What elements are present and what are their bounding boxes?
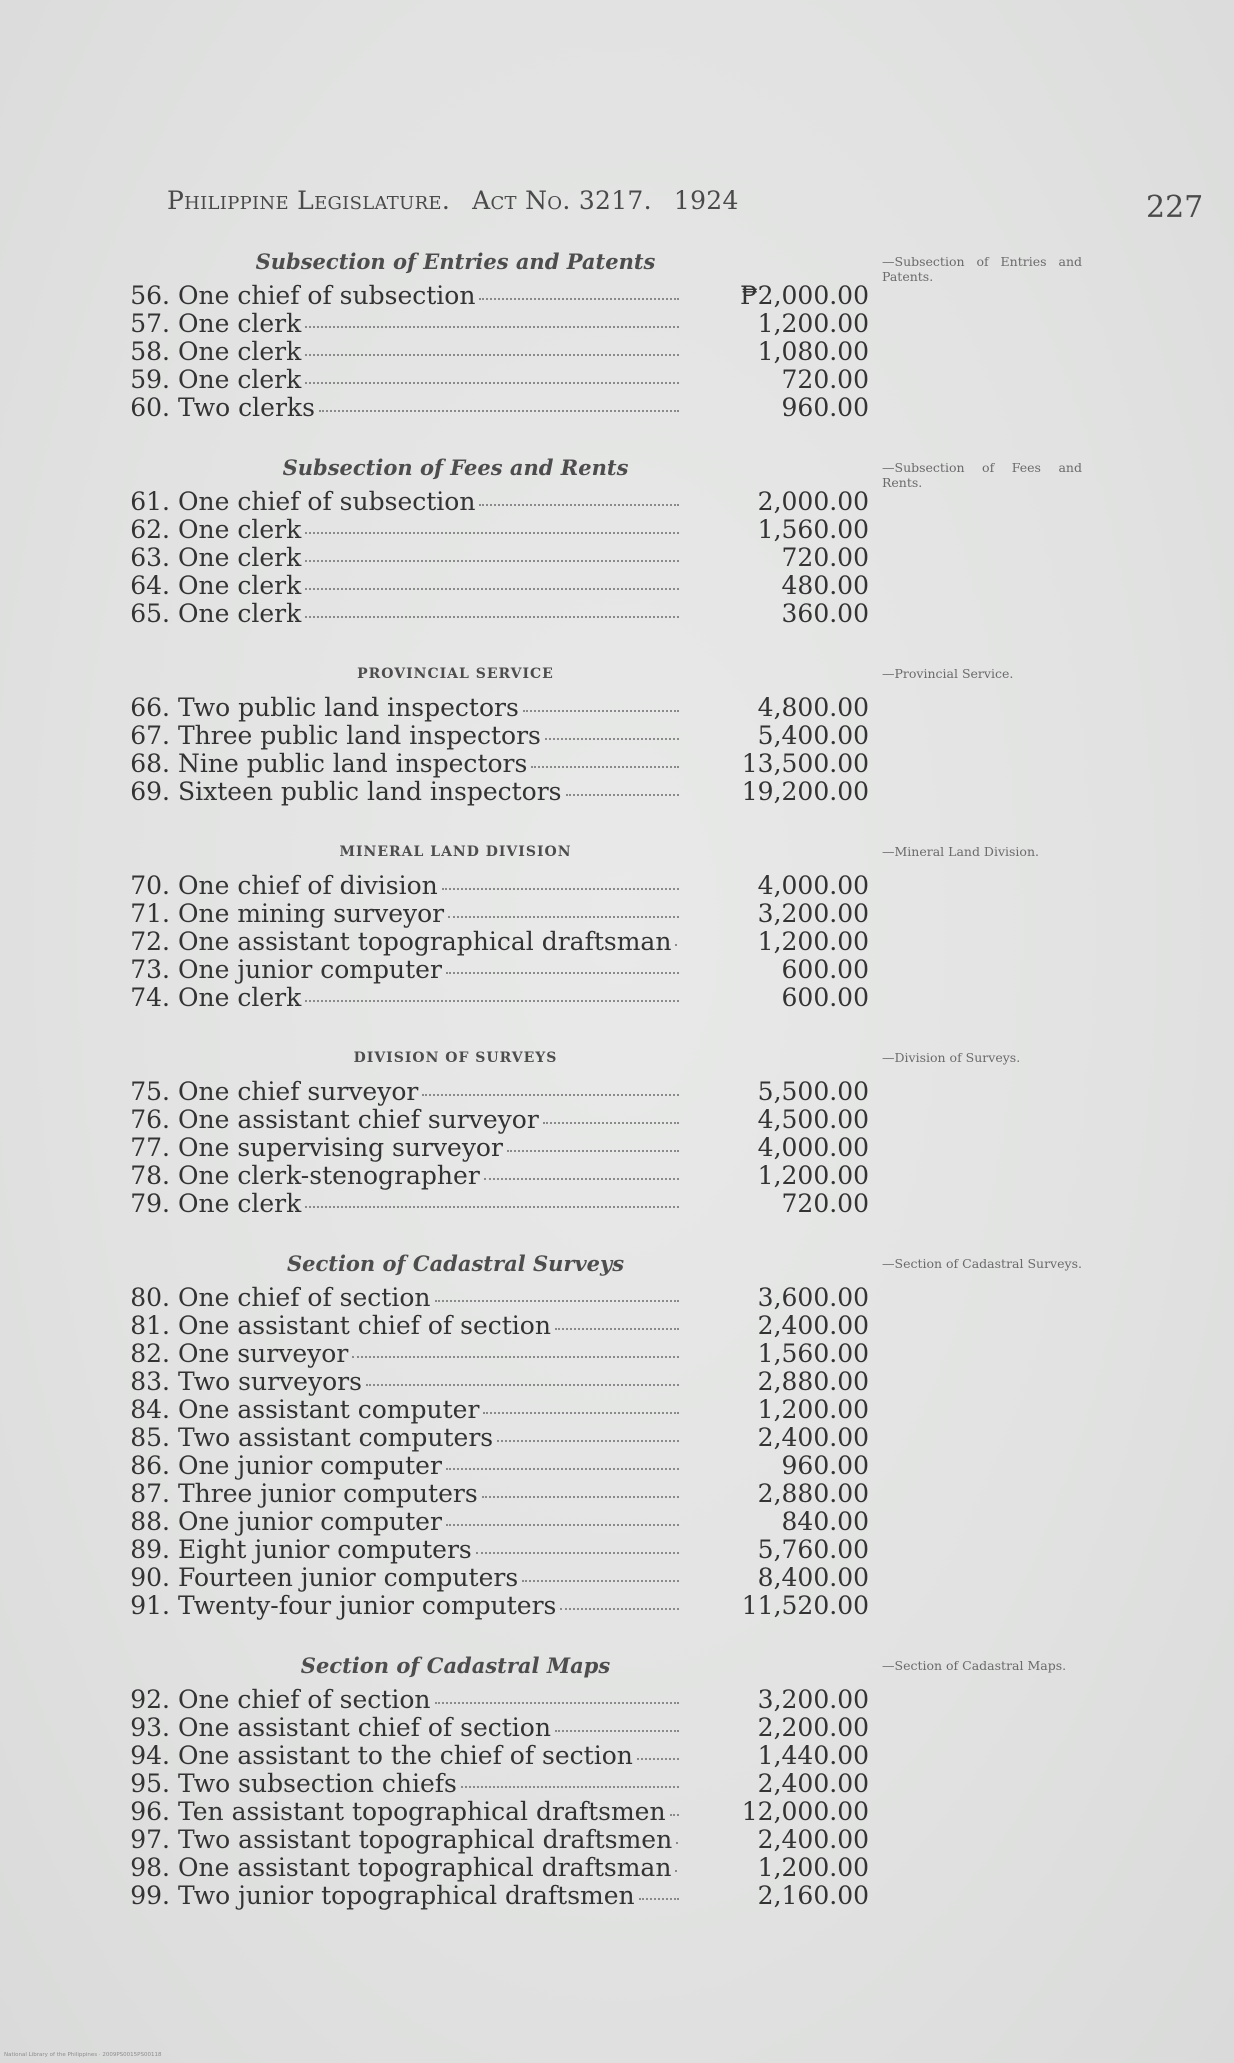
item-description xyxy=(170,1134,679,1162)
item-number: 61. xyxy=(130,487,170,516)
item-description-text: One clerk xyxy=(178,600,302,628)
item-number: 89. xyxy=(130,1535,170,1564)
item-description-text: One chief of section xyxy=(178,1284,431,1312)
section-block xyxy=(117,1038,1117,1218)
margin-note: —Mineral Land Division. xyxy=(882,844,1039,859)
item-amount: 720.00 xyxy=(781,543,869,572)
item-number: 69. xyxy=(130,777,170,806)
item-description xyxy=(170,928,679,956)
leader-dots xyxy=(305,532,679,534)
item-amount: 2,400.00 xyxy=(757,1423,869,1452)
leader-dots xyxy=(305,354,679,356)
leader-dots xyxy=(531,766,679,768)
item-description xyxy=(170,1564,679,1592)
leader-dots xyxy=(305,326,679,328)
item-number: 75. xyxy=(130,1077,170,1106)
margin-note: —Subsection of Fees and Rents. xyxy=(882,460,1082,490)
item-amount: 3,200.00 xyxy=(757,899,869,928)
item-description-text: One assistant chief of section xyxy=(178,1312,551,1340)
item-description-text: One assistant topographical draftsman xyxy=(178,1854,672,1882)
leader-dots xyxy=(305,382,679,384)
line-item xyxy=(117,1106,1117,1134)
item-number: 59. xyxy=(130,365,170,394)
item-description xyxy=(170,872,679,900)
item-description xyxy=(170,338,679,366)
item-amount: 1,560.00 xyxy=(757,515,869,544)
item-number: 68. xyxy=(130,749,170,778)
item-description-text: Two subsection chiefs xyxy=(178,1770,457,1798)
leader-dots xyxy=(523,710,679,712)
line-item xyxy=(117,1854,1117,1882)
leader-dots xyxy=(522,1580,679,1582)
item-number: 82. xyxy=(130,1339,170,1368)
line-item xyxy=(117,1508,1117,1536)
leader-dots xyxy=(675,1870,679,1872)
item-number: 91. xyxy=(130,1591,170,1620)
item-description xyxy=(170,984,679,1012)
section-heading: Subsection of Entries and Patents xyxy=(255,249,656,274)
leader-dots xyxy=(476,1552,679,1554)
leader-dots xyxy=(483,1412,679,1414)
item-amount: 2,000.00 xyxy=(757,487,869,516)
item-number: 78. xyxy=(130,1161,170,1190)
item-amount: 1,200.00 xyxy=(757,1161,869,1190)
line-item xyxy=(117,872,1117,900)
item-amount: 19,200.00 xyxy=(741,777,869,806)
section-heading: MINERAL LAND DIVISION xyxy=(339,844,572,860)
item-amount: 12,000.00 xyxy=(741,1797,869,1826)
item-number: 97. xyxy=(130,1825,170,1854)
line-item xyxy=(117,366,1117,394)
leader-dots xyxy=(675,944,679,946)
item-description xyxy=(170,1312,679,1340)
item-description xyxy=(170,694,679,722)
item-description xyxy=(170,1826,679,1854)
item-description-text: One assistant chief of section xyxy=(178,1714,551,1742)
item-amount: 11,520.00 xyxy=(741,1591,869,1620)
line-item xyxy=(117,282,1117,310)
item-description xyxy=(170,1424,679,1452)
item-amount: 2,400.00 xyxy=(757,1825,869,1854)
line-item xyxy=(117,1190,1117,1218)
section-spacer xyxy=(117,1012,1117,1038)
item-number: 98. xyxy=(130,1853,170,1882)
item-amount: 1,200.00 xyxy=(757,309,869,338)
leader-dots xyxy=(305,1000,679,1002)
item-description xyxy=(170,1882,679,1910)
line-item xyxy=(117,1312,1117,1340)
item-number: 87. xyxy=(130,1479,170,1508)
item-description-text: One surveyor xyxy=(178,1340,349,1368)
item-description-text: One chief of subsection xyxy=(178,282,476,310)
item-description-text: One assistant topographical draftsman xyxy=(178,928,672,956)
page-number: 227 xyxy=(1146,190,1204,225)
leader-dots xyxy=(435,1300,679,1302)
item-number: 64. xyxy=(130,571,170,600)
item-number: 62. xyxy=(130,515,170,544)
item-amount: 720.00 xyxy=(781,1189,869,1218)
item-number: 71. xyxy=(130,899,170,928)
leader-dots xyxy=(305,1206,679,1208)
margin-note: —Division of Surveys. xyxy=(882,1050,1021,1065)
item-description xyxy=(170,1798,679,1826)
section-block xyxy=(117,448,1117,628)
item-number: 99. xyxy=(130,1881,170,1910)
item-amount: 720.00 xyxy=(781,365,869,394)
section-spacer xyxy=(117,422,1117,448)
item-description-text: Three junior computers xyxy=(178,1480,478,1508)
item-description-text: Two surveyors xyxy=(178,1368,362,1396)
item-description xyxy=(170,1480,679,1508)
margin-note: —Section of Cadastral Surveys. xyxy=(882,1256,1082,1271)
item-description-text: One junior computer xyxy=(178,956,442,984)
item-description-text: Ten assistant topographical draftsmen xyxy=(178,1798,666,1826)
item-amount: 2,880.00 xyxy=(757,1367,869,1396)
item-amount: 8,400.00 xyxy=(757,1563,869,1592)
section-heading: Section of Cadastral Surveys xyxy=(286,1251,625,1276)
item-description xyxy=(170,956,679,984)
item-number: 83. xyxy=(130,1367,170,1396)
item-amount: 2,880.00 xyxy=(757,1479,869,1508)
line-item xyxy=(117,1798,1117,1826)
item-amount: 960.00 xyxy=(781,1451,869,1480)
item-number: 92. xyxy=(130,1685,170,1714)
line-item xyxy=(117,1134,1117,1162)
line-item xyxy=(117,984,1117,1012)
leader-dots xyxy=(366,1384,679,1386)
item-amount: 1,560.00 xyxy=(757,1339,869,1368)
line-item xyxy=(117,1480,1117,1508)
section-block xyxy=(117,242,1117,422)
line-item xyxy=(117,928,1117,956)
item-description xyxy=(170,1742,679,1770)
item-description-text: One clerk xyxy=(178,544,302,572)
item-number: 60. xyxy=(130,393,170,422)
leader-dots xyxy=(482,1496,679,1498)
item-description xyxy=(170,1284,679,1312)
leader-dots xyxy=(448,916,679,918)
item-number: 76. xyxy=(130,1105,170,1134)
item-description-text: One clerk xyxy=(178,338,302,366)
item-description xyxy=(170,722,679,750)
item-number: 63. xyxy=(130,543,170,572)
leader-dots xyxy=(545,738,679,740)
item-description-text: One assistant chief surveyor xyxy=(178,1106,539,1134)
item-description-text: One mining surveyor xyxy=(178,900,445,928)
item-description-text: One assistant to the chief of section xyxy=(178,1742,633,1770)
line-item xyxy=(117,1284,1117,1312)
item-description-text: One assistant computer xyxy=(178,1396,480,1424)
leader-dots xyxy=(442,888,679,890)
item-number: 73. xyxy=(130,955,170,984)
item-description-text: One junior computer xyxy=(178,1508,442,1536)
margin-note: —Subsection of Entries and Patents. xyxy=(882,254,1082,284)
item-description-text: One clerk xyxy=(178,366,302,394)
item-description xyxy=(170,1106,679,1134)
item-number: 79. xyxy=(130,1189,170,1218)
item-amount: 2,400.00 xyxy=(757,1769,869,1798)
line-item xyxy=(117,1340,1117,1368)
item-number: 57. xyxy=(130,309,170,338)
item-description xyxy=(170,1854,679,1882)
item-description-text: One supervising surveyor xyxy=(178,1134,503,1162)
item-description xyxy=(170,1714,679,1742)
item-description-text: One clerk xyxy=(178,572,302,600)
leader-dots xyxy=(639,1898,679,1900)
section-spacer xyxy=(117,1620,1117,1646)
section-block xyxy=(117,1646,1117,1910)
item-amount: 3,200.00 xyxy=(757,1685,869,1714)
leader-dots xyxy=(435,1702,679,1704)
leader-dots xyxy=(446,972,679,974)
item-description xyxy=(170,750,679,778)
item-description-text: One chief of section xyxy=(178,1686,431,1714)
leader-dots xyxy=(479,504,679,506)
item-description xyxy=(170,1536,679,1564)
item-amount: 4,800.00 xyxy=(757,693,869,722)
item-amount: 4,500.00 xyxy=(757,1105,869,1134)
item-description xyxy=(170,1508,679,1536)
leader-dots xyxy=(497,1440,679,1442)
running-head xyxy=(167,186,739,215)
item-number: 70. xyxy=(130,871,170,900)
section-block xyxy=(117,654,1117,806)
line-item xyxy=(117,1368,1117,1396)
line-item xyxy=(117,778,1117,806)
item-number: 94. xyxy=(130,1741,170,1770)
item-number: 65. xyxy=(130,599,170,628)
section-spacer xyxy=(117,1218,1117,1244)
item-description xyxy=(170,282,679,310)
line-item xyxy=(117,750,1117,778)
item-description-text: Fourteen junior computers xyxy=(178,1564,519,1592)
leader-dots xyxy=(670,1814,679,1816)
item-description xyxy=(170,1162,679,1190)
item-number: 88. xyxy=(130,1507,170,1536)
line-item xyxy=(117,694,1117,722)
item-amount: 2,160.00 xyxy=(757,1881,869,1910)
item-amount: 3,600.00 xyxy=(757,1283,869,1312)
leader-dots xyxy=(555,1328,679,1330)
item-description-text: One chief of division xyxy=(178,872,438,900)
line-item xyxy=(117,1424,1117,1452)
item-description-text: Eight junior computers xyxy=(178,1536,472,1564)
item-description xyxy=(170,900,679,928)
item-description xyxy=(170,1340,679,1368)
item-amount: 5,400.00 xyxy=(757,721,869,750)
item-description-text: Three public land inspectors xyxy=(178,722,541,750)
line-item xyxy=(117,516,1117,544)
item-number: 86. xyxy=(130,1451,170,1480)
leader-dots xyxy=(305,616,679,618)
line-item xyxy=(117,1826,1117,1854)
item-description-text: Two clerks xyxy=(178,394,315,422)
item-amount: 5,760.00 xyxy=(757,1535,869,1564)
leader-dots xyxy=(484,1178,679,1180)
leader-dots xyxy=(507,1150,679,1152)
leader-dots xyxy=(566,794,679,796)
item-amount: 1,200.00 xyxy=(757,1853,869,1882)
item-number: 85. xyxy=(130,1423,170,1452)
item-number: 58. xyxy=(130,337,170,366)
item-description-text: Twenty-four junior computers xyxy=(178,1592,557,1620)
item-description-text: One clerk xyxy=(178,984,302,1012)
item-number: 77. xyxy=(130,1133,170,1162)
item-description-text: One junior computer xyxy=(178,1452,442,1480)
item-description-text: Two assistant topographical draftsmen xyxy=(178,1826,673,1854)
item-description xyxy=(170,778,679,806)
item-amount: 1,080.00 xyxy=(757,337,869,366)
section-block xyxy=(117,832,1117,1012)
item-description xyxy=(170,1592,679,1620)
leader-dots xyxy=(422,1094,679,1096)
appropriation-list xyxy=(117,242,1117,1910)
item-description xyxy=(170,1770,679,1798)
leader-dots xyxy=(676,1842,679,1844)
item-description-text: Two public land inspectors xyxy=(178,694,519,722)
leader-dots xyxy=(319,410,679,412)
line-item xyxy=(117,1592,1117,1620)
item-amount: 5,500.00 xyxy=(757,1077,869,1106)
line-item xyxy=(117,310,1117,338)
leader-dots xyxy=(461,1786,679,1788)
margin-note: —Section of Cadastral Maps. xyxy=(882,1658,1067,1673)
item-amount: 13,500.00 xyxy=(741,749,869,778)
line-item xyxy=(117,900,1117,928)
section-heading: DIVISION OF SURVEYS xyxy=(353,1050,558,1066)
leader-dots xyxy=(543,1122,679,1124)
item-description-text: Two junior topographical draftsmen xyxy=(178,1882,635,1910)
item-amount: 600.00 xyxy=(781,955,869,984)
leader-dots xyxy=(352,1356,679,1358)
item-number: 67. xyxy=(130,721,170,750)
line-item xyxy=(117,1078,1117,1106)
act-number: Act No. 3217. xyxy=(472,186,652,215)
item-description xyxy=(170,1686,679,1714)
leader-dots xyxy=(479,298,679,300)
line-item xyxy=(117,394,1117,422)
section-heading: Section of Cadastral Maps xyxy=(300,1653,611,1678)
item-description xyxy=(170,1078,679,1106)
item-description xyxy=(170,1396,679,1424)
section-heading: PROVINCIAL SERVICE xyxy=(357,666,554,682)
section-heading: Subsection of Fees and Rents xyxy=(282,455,629,480)
item-amount: 960.00 xyxy=(781,393,869,422)
item-amount: 4,000.00 xyxy=(757,871,869,900)
leader-dots xyxy=(560,1608,679,1610)
item-number: 90. xyxy=(130,1563,170,1592)
line-item xyxy=(117,1564,1117,1592)
line-item xyxy=(117,1742,1117,1770)
item-description-text: Sixteen public land inspectors xyxy=(178,778,562,806)
line-item xyxy=(117,956,1117,984)
section-block xyxy=(117,1244,1117,1620)
item-number: 80. xyxy=(130,1283,170,1312)
item-description-text: One clerk xyxy=(178,310,302,338)
item-number: 74. xyxy=(130,983,170,1012)
line-item xyxy=(117,1770,1117,1798)
line-item xyxy=(117,1162,1117,1190)
item-amount: 1,200.00 xyxy=(757,1395,869,1424)
item-amount: 4,000.00 xyxy=(757,1133,869,1162)
item-description xyxy=(170,572,679,600)
item-amount: 360.00 xyxy=(781,599,869,628)
leader-dots xyxy=(446,1524,679,1526)
item-description xyxy=(170,600,679,628)
item-description-text: One chief of subsection xyxy=(178,488,476,516)
item-description-text: Nine public land inspectors xyxy=(178,750,528,778)
item-amount: 2,200.00 xyxy=(757,1713,869,1742)
line-item xyxy=(117,1714,1117,1742)
item-amount: 840.00 xyxy=(781,1507,869,1536)
item-number: 93. xyxy=(130,1713,170,1742)
item-description xyxy=(170,544,679,572)
line-item xyxy=(117,338,1117,366)
item-amount: 2,400.00 xyxy=(757,1311,869,1340)
line-item xyxy=(117,1396,1117,1424)
line-item xyxy=(117,488,1117,516)
footer-credit: National Library of the Philippines · 2009PS0015PS00118 xyxy=(4,2052,162,2058)
item-description xyxy=(170,394,679,422)
item-amount: ₱2,000.00 xyxy=(740,281,869,310)
item-description-text: One clerk-stenographer xyxy=(178,1162,480,1190)
line-item xyxy=(117,600,1117,628)
item-number: 84. xyxy=(130,1395,170,1424)
margin-note: —Provincial Service. xyxy=(882,666,1014,681)
leader-dots xyxy=(305,588,679,590)
line-item xyxy=(117,1452,1117,1480)
leader-dots xyxy=(446,1468,679,1470)
item-amount: 480.00 xyxy=(781,571,869,600)
item-description xyxy=(170,310,679,338)
line-item xyxy=(117,1536,1117,1564)
line-item xyxy=(117,1882,1117,1910)
item-amount: 1,440.00 xyxy=(757,1741,869,1770)
legislature-title: Philippine Legislature. xyxy=(167,186,451,215)
leader-dots xyxy=(637,1758,679,1760)
item-amount: 1,200.00 xyxy=(757,927,869,956)
line-item xyxy=(117,1686,1117,1714)
item-description xyxy=(170,516,679,544)
item-number: 81. xyxy=(130,1311,170,1340)
item-description xyxy=(170,366,679,394)
section-spacer xyxy=(117,806,1117,832)
item-amount: 600.00 xyxy=(781,983,869,1012)
item-number: 56. xyxy=(130,281,170,310)
item-number: 72. xyxy=(130,927,170,956)
year: 1924 xyxy=(673,186,739,215)
item-number: 95. xyxy=(130,1769,170,1798)
item-description xyxy=(170,1452,679,1480)
item-number: 96. xyxy=(130,1797,170,1826)
item-description xyxy=(170,488,679,516)
item-description-text: One clerk xyxy=(178,1190,302,1218)
line-item xyxy=(117,572,1117,600)
line-item xyxy=(117,544,1117,572)
leader-dots xyxy=(305,560,679,562)
item-description xyxy=(170,1190,679,1218)
leader-dots xyxy=(555,1730,679,1732)
line-item xyxy=(117,722,1117,750)
item-description-text: Two assistant computers xyxy=(178,1424,494,1452)
item-number: 66. xyxy=(130,693,170,722)
section-spacer xyxy=(117,628,1117,654)
item-description-text: One chief surveyor xyxy=(178,1078,419,1106)
item-description xyxy=(170,1368,679,1396)
item-description-text: One clerk xyxy=(178,516,302,544)
